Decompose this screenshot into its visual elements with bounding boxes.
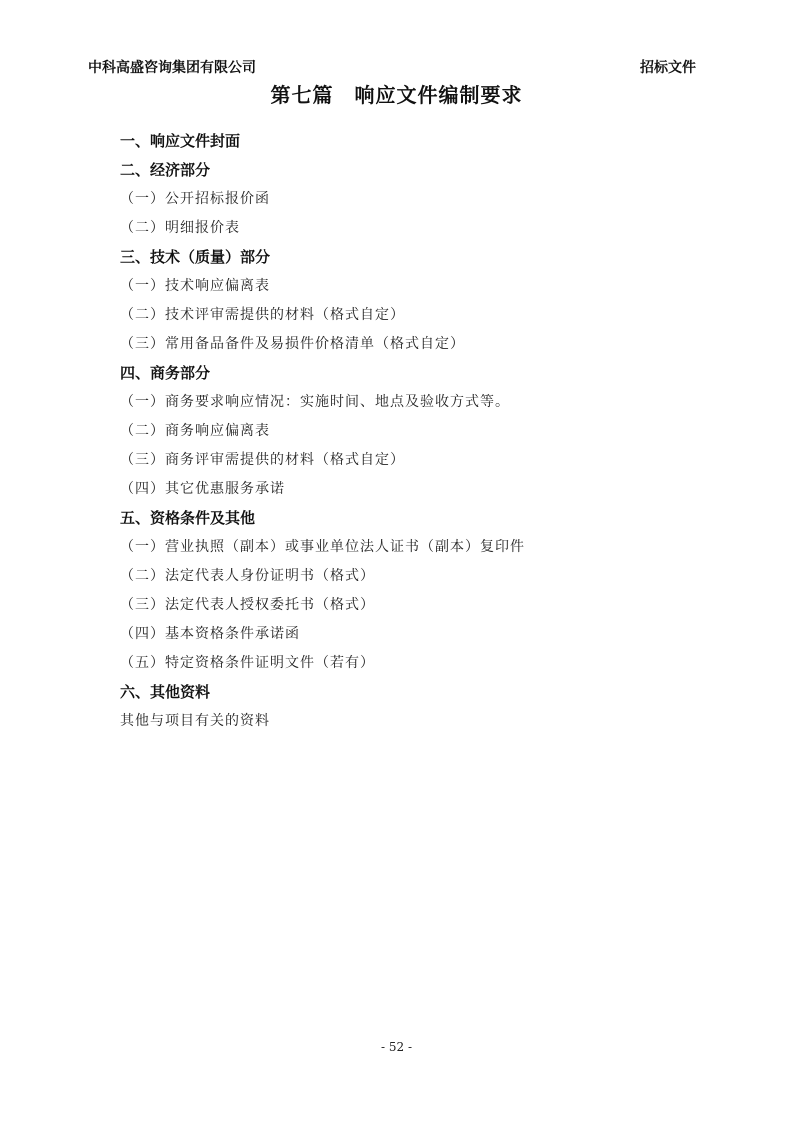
header-document-type: 招标文件: [640, 60, 696, 76]
section-technical: [120, 243, 720, 359]
list-item: （一）营业执照（副本）或事业单位法人证书（副本）复印件: [120, 539, 525, 555]
section-heading: 二、经济部分: [120, 161, 211, 179]
list-item: （五）特定资格条件证明文件（若有）: [120, 655, 375, 671]
list-item: （三）法定代表人授权委托书（格式）: [120, 597, 375, 613]
list-item: （二）法定代表人身份证明书（格式）: [120, 568, 375, 584]
list-item: （三）常用备品备件及易损件价格清单（格式自定）: [120, 336, 465, 352]
page-title: 第七篇 响应文件编制要求: [270, 83, 523, 107]
section-heading: 五、资格条件及其他: [120, 509, 256, 527]
section-heading: 三、技术（质量）部分: [120, 248, 271, 266]
list-item: （二）明细报价表: [120, 220, 240, 236]
list-item: （四）基本资格条件承诺函: [120, 626, 300, 642]
section-heading: 六、其他资料: [120, 683, 211, 701]
list-item: （四）其它优惠服务承诺: [120, 481, 285, 497]
list-item: （一）商务要求响应情况：实施时间、地点及验收方式等。: [120, 394, 510, 410]
section-qualification: [120, 504, 720, 678]
page-number: - 52 -: [380, 1040, 412, 1054]
section-cover: [120, 127, 720, 156]
list-item: （三）商务评审需提供的材料（格式自定）: [120, 452, 405, 468]
list-item: （二）商务响应偏离表: [120, 423, 270, 439]
section-heading: 一、响应文件封面: [120, 132, 241, 150]
requirements-list: [120, 127, 720, 736]
section-other: [120, 678, 720, 736]
section-commercial: [120, 359, 720, 504]
section-heading: 四、商务部分: [120, 364, 211, 382]
list-item: （二）技术评审需提供的材料（格式自定）: [120, 307, 405, 323]
list-item: （一）公开招标报价函: [120, 191, 270, 207]
list-item: 其他与项目有关的资料: [120, 713, 270, 729]
section-economic: [120, 156, 720, 243]
list-item: （一）技术响应偏离表: [120, 278, 270, 294]
header-company-name: 中科高盛咨询集团有限公司: [88, 60, 256, 76]
